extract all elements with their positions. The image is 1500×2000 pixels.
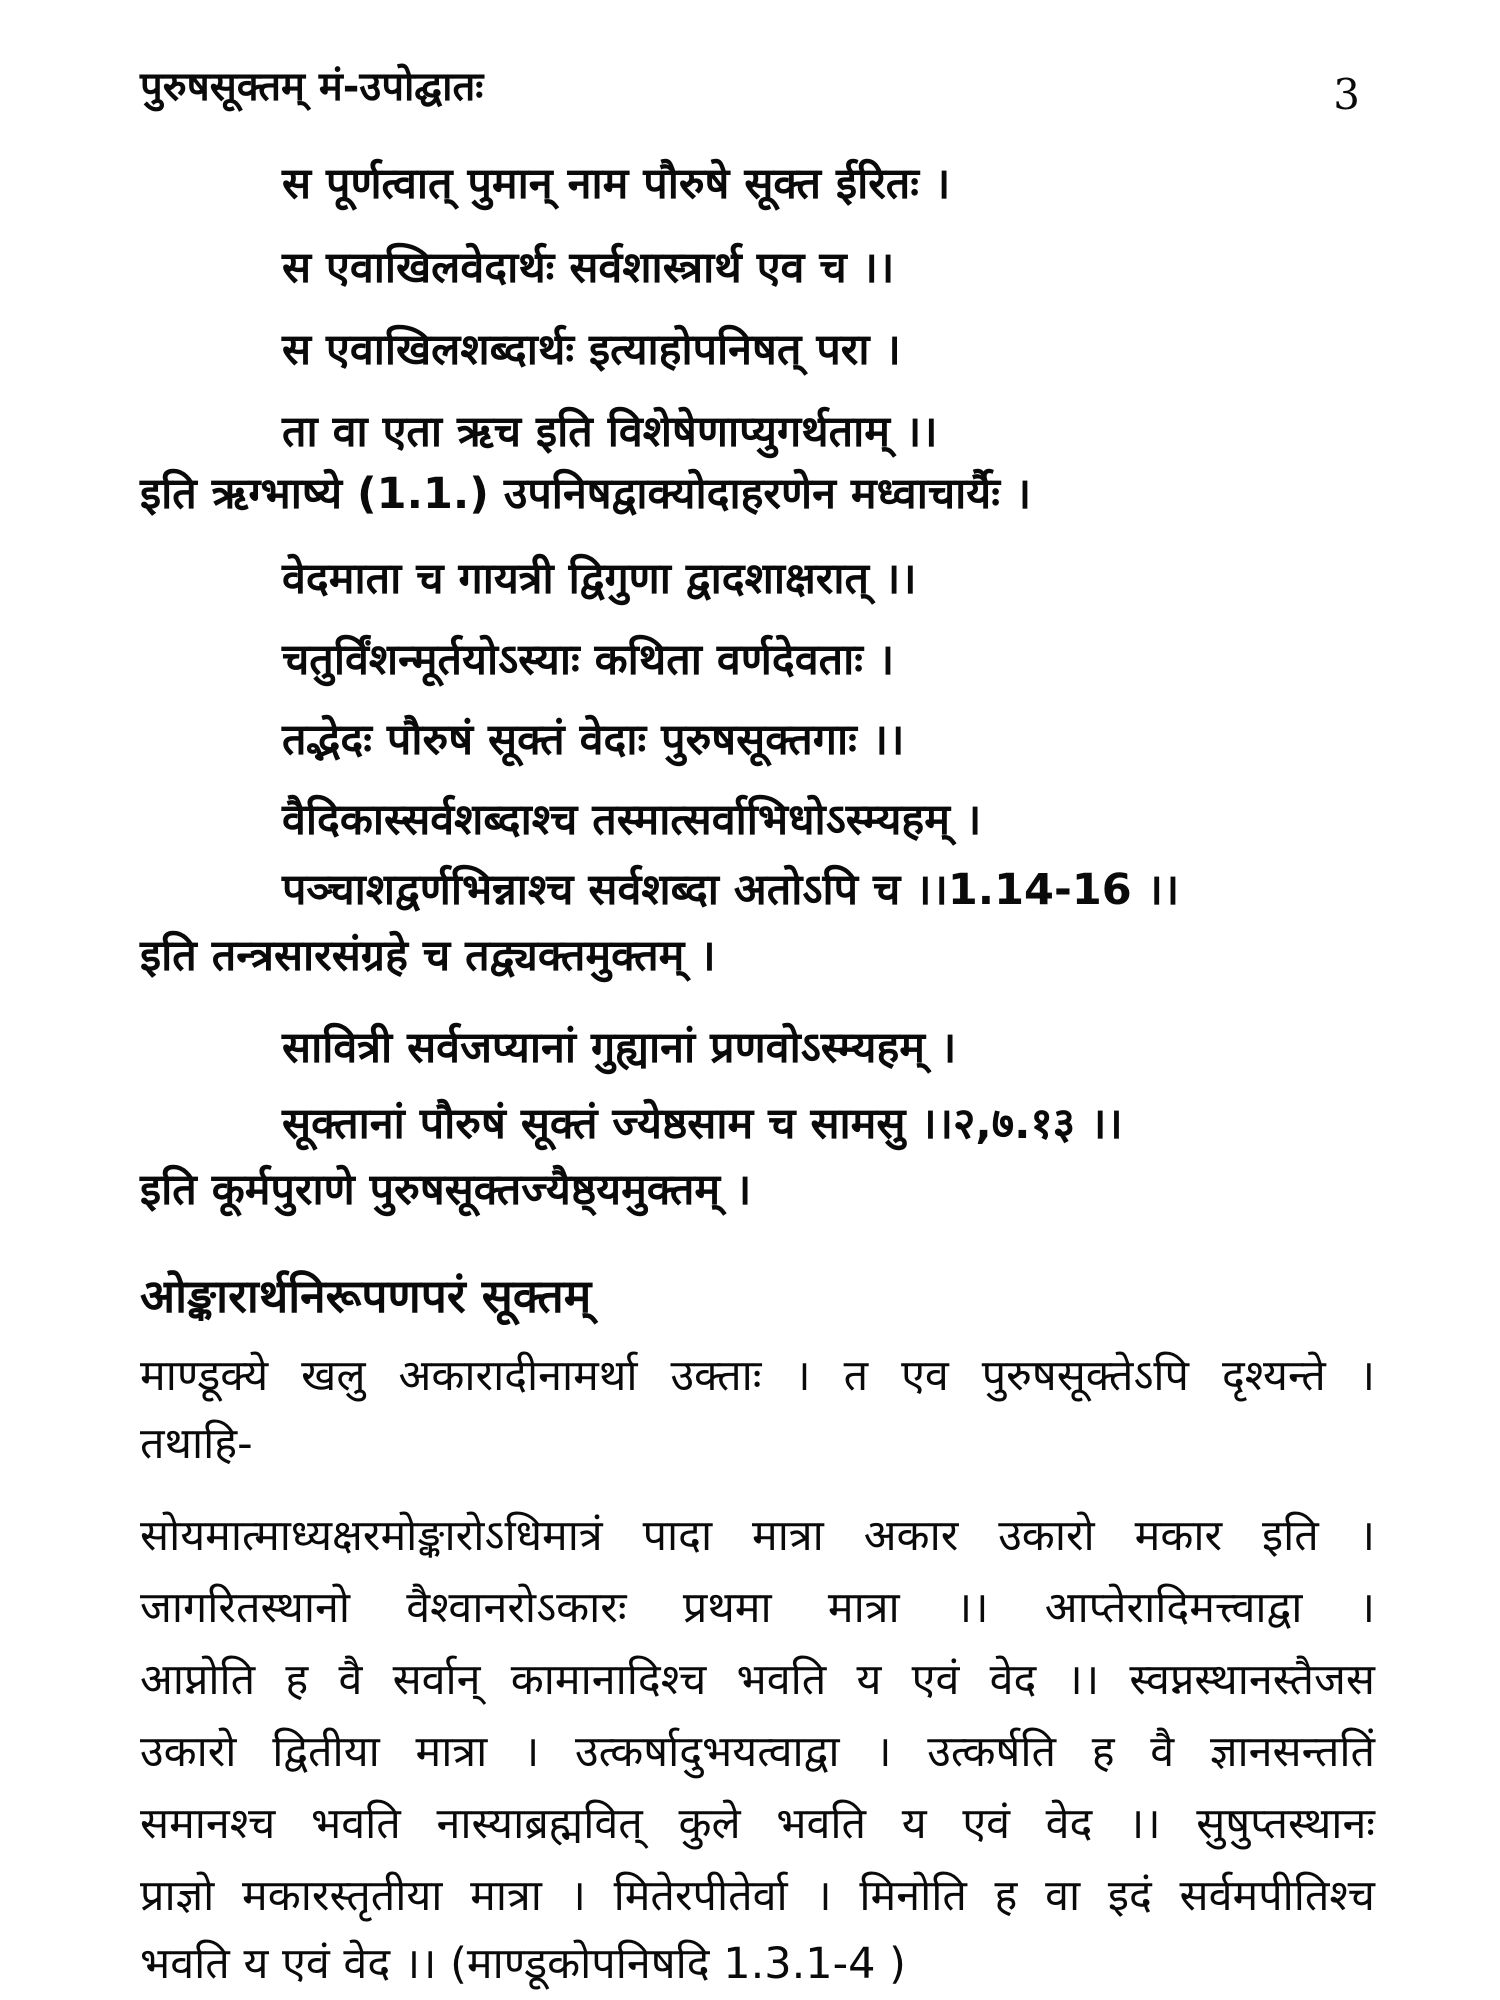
verse-line: चतुर्विंशन्मूर्तयोऽस्याः कथिता वर्णदेवताः ।	[282, 635, 895, 685]
verse-line: स एवाखिलवेदार्थः सर्वशास्त्रार्थ एव च ।।	[282, 243, 895, 293]
citation-line: इति तन्त्रसारसंग्रहे च तद्व्यक्तमुक्तम् ।	[140, 931, 716, 981]
verse-line: स एवाखिलशब्दार्थः इत्याहोपनिषत् परा ।	[282, 325, 901, 375]
body-line: जागरितस्थानो वैश्वानरोऽकारः प्रथमा मात्रा ।। आप्तेरादिमत्त्वाद्वा ।	[140, 1583, 1375, 1633]
verse-line: वेदमाता च गायत्री द्विगुणा द्वादशाक्षरात् ।।	[282, 554, 917, 604]
verse-line: ता वा एता ऋच इति विशेषेणाप्युगर्थताम् ।।	[282, 407, 938, 457]
running-title: पुरुषसूक्तम् मं-उपोद्घातः	[140, 64, 484, 110]
body-line: तथाहि-	[140, 1419, 253, 1469]
body-line: उकारो द्वितीया मात्रा । उत्कर्षादुभयत्वाद्वा । उत्कर्षति ह वै ज्ञानसन्ततिं	[140, 1727, 1375, 1777]
body-line: समानश्च भवति नास्याब्रह्मवित् कुले भवति य एवं वेद ।। सुषुप्तस्थानः	[140, 1799, 1375, 1849]
verse-line: सावित्री सर्वजप्यानां गुह्यानां प्रणवोऽस्म्यहम् ।	[282, 1023, 957, 1073]
body-line: सोयमात्माध्यक्षरमोङ्कारोऽधिमात्रं पादा मात्रा अकार उकारो मकार इति ।	[140, 1511, 1375, 1561]
body-line: भवति य एवं वेद ।। (माण्डूकोपनिषदि 1.3.1-4 )	[140, 1939, 906, 1989]
body-line: माण्डूक्ये खलु अकारादीनामर्था उक्ताः । त एव पुरुषसूक्तेऽपि दृश्यन्ते ।	[140, 1351, 1375, 1401]
verse-line: तद्भेदः पौरुषं सूक्तं वेदाः पुरुषसूक्तगाः ।।	[282, 715, 905, 765]
body-line: प्राज्ञो मकारस्तृतीया मात्रा । मितेरपीतेर्वा । मिनोति ह वा इदं सर्वमपीतिश्च	[140, 1871, 1375, 1921]
section-heading: ओङ्कारार्थनिरूपणपरं सूक्तम्	[140, 1269, 592, 1323]
citation-line: इति कूर्मपुराणे पुरुषसूक्तज्यैष्ठ्यमुक्तम् ।	[140, 1165, 752, 1215]
page-number: 3	[1333, 70, 1360, 119]
verse-line: सूक्तानां पौरुषं सूक्तं ज्येष्ठसाम च सामसु ।।२,७.१३ ।।	[282, 1099, 1123, 1149]
citation-line: इति ऋग्भाष्ये (1.1.) उपनिषद्वाक्योदाहरणेन मध्वाचार्यैः ।	[140, 469, 1032, 519]
verse-line: वैदिकास्सर्वशब्दाश्च तस्मात्सर्वाभिधोऽस्म्यहम् ।	[282, 795, 982, 845]
verse-line: पञ्चाशद्वर्णभिन्नाश्च सर्वशब्दा अतोऽपि च ।।1.14-16 ।।	[282, 865, 1180, 915]
body-line: आप्नोति ह वै सर्वान् कामानादिश्च भवति य एवं वेद ।। स्वप्नस्थानस्तैजस	[140, 1655, 1375, 1705]
verse-line: स पूर्णत्वात् पुमान् नाम पौरुषे सूक्त ईरितः ।	[282, 159, 951, 209]
